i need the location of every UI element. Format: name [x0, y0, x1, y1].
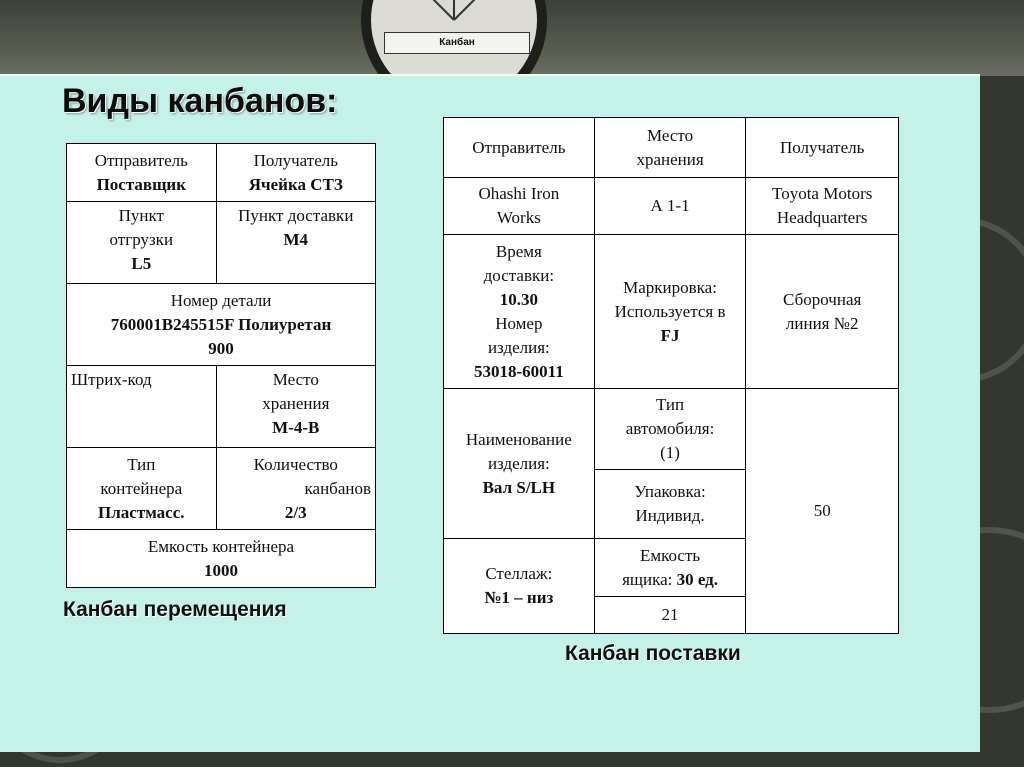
- transfer-kanban-caption: Канбан перемещения: [63, 598, 287, 621]
- part-number-cell: Номер детали 760001В245515F Полиуретан 900: [67, 284, 376, 366]
- storage-location-cell: Место хранения М-4-В: [216, 366, 375, 448]
- header-label: Канбан: [384, 32, 530, 54]
- supply-receiver-label-cell: Получатель: [746, 118, 899, 178]
- supply-sender-value-cell: Ohashi Iron Works: [444, 178, 595, 235]
- transfer-kanban-card: [66, 143, 376, 588]
- page-title: Виды канбанов:: [62, 82, 338, 120]
- sender-cell: Отправитель Поставщик: [67, 144, 217, 202]
- barcode-cell: Штрих-код: [67, 366, 217, 448]
- rack-cell: Стеллаж: №1 – низ: [444, 539, 595, 634]
- marking-cell: Маркировка: Используется в FJ: [594, 235, 746, 389]
- item-name-cell: Наименование изделия: Вал S/LH: [444, 389, 595, 539]
- container-type-cell: Тип контейнера Пластмасс.: [67, 448, 217, 530]
- supply-storage-value-cell: А 1-1: [594, 178, 746, 235]
- shipping-point-cell: Пункт отгрузки L5: [67, 202, 217, 284]
- container-capacity-cell: Емкость контейнера 1000: [67, 530, 376, 588]
- supply-kanban-card: [443, 117, 899, 634]
- quantity-cell: 50: [746, 389, 899, 634]
- supply-storage-label-cell: Место хранения: [594, 118, 746, 178]
- box-capacity-cell: Емкость ящика: 30 ед.: [594, 539, 746, 597]
- supply-kanban-caption: Канбан поставки: [565, 642, 741, 665]
- receiver-cell: Получатель Ячейка СТЗ: [216, 144, 375, 202]
- vehicle-type-cell: Тип автомобиля: (1): [594, 389, 746, 470]
- packaging-cell: Упаковка: Индивид.: [594, 470, 746, 539]
- supply-sender-label-cell: Отправитель: [444, 118, 595, 178]
- supply-receiver-value-cell: Toyota Motors Headquarters: [746, 178, 899, 235]
- assembly-line-cell: Сборочная линия №2: [746, 235, 899, 389]
- delivery-time-cell: Время доставки: 10.30 Номер изделия: 53018-60011: [444, 235, 595, 389]
- kanban-count-cell: Количество канбанов 2/3: [216, 448, 375, 530]
- delivery-point-cell: Пункт доставки М4: [216, 202, 375, 284]
- number-21-cell: 21: [594, 597, 746, 634]
